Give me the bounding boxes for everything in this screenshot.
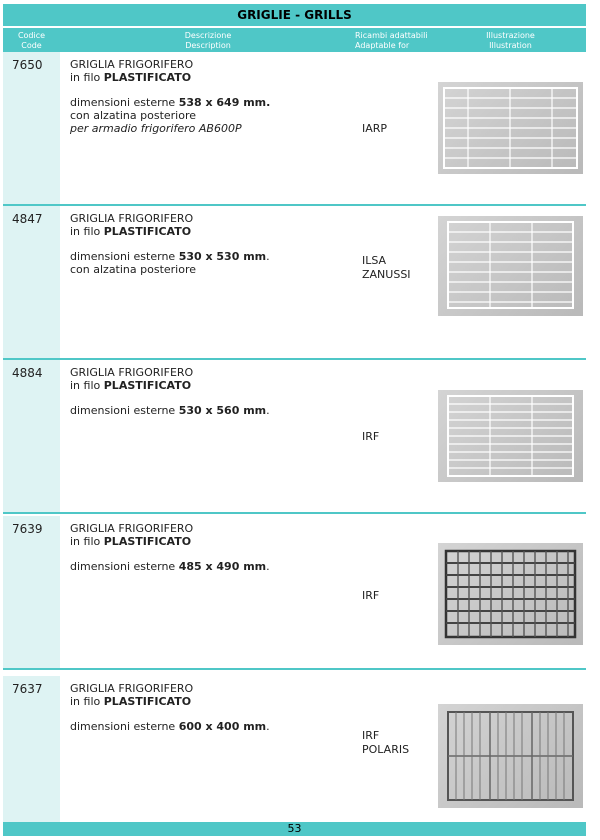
code-column (3, 52, 60, 204)
product-row (3, 52, 586, 206)
white-wire-grill-photo (438, 216, 583, 316)
page-number: 53 (287, 822, 302, 835)
adaptable-brands: ILSA ZANUSSI (362, 254, 411, 281)
product-description: GRIGLIA FRIGORIFERO in filo PLASTIFICATO dimensioni esterne 600 x 400 mm. (70, 682, 270, 733)
product-code: 7650 (12, 58, 43, 72)
product-code: 4884 (12, 366, 43, 380)
product-row (3, 676, 586, 830)
adaptable-brands: IRF POLARIS (362, 729, 410, 756)
product-description: GRIGLIA FRIGORIFERO in filo PLASTIFICATO dimensioni esterne 538 x 649 mm. con alzatina posteriore per armadio frigorifero AB600P (70, 58, 271, 135)
header-illustration: Illustrazione Illustration (486, 31, 535, 50)
code-column (3, 676, 60, 828)
code-column (3, 206, 60, 358)
page-footer (3, 822, 586, 836)
product-description: GRIGLIA FRIGORIFERO in filo PLASTIFICATO dimensioni esterne 530 x 530 mm. con alzatina posteriore (70, 212, 270, 276)
dark-wire-grill-photo (438, 543, 583, 645)
header-adaptable: Ricambi adattabili Adaptable for (355, 31, 428, 50)
adaptable-brands: IRF (362, 430, 380, 443)
column-header-bar (3, 28, 586, 52)
product-code: 7639 (12, 522, 43, 536)
page-title: GRIGLIE - GRILLS (237, 8, 352, 22)
white-wire-grill-photo (438, 82, 583, 174)
product-code: 4847 (12, 212, 43, 226)
grey-wire-grill-photo (438, 704, 583, 808)
header-code: Codice Code (17, 31, 46, 50)
product-description: GRIGLIA FRIGORIFERO in filo PLASTIFICATO dimensioni esterne 485 x 490 mm. (70, 522, 270, 573)
white-wire-grill-photo (438, 390, 583, 482)
product-description: GRIGLIA FRIGORIFERO in filo PLASTIFICATO dimensioni esterne 530 x 560 mm. (70, 366, 270, 417)
code-column (3, 516, 60, 668)
adaptable-brands: IARP (362, 122, 388, 135)
product-code: 7637 (12, 682, 43, 696)
code-column (3, 360, 60, 512)
product-row (3, 206, 586, 360)
product-row (3, 516, 586, 670)
product-row (3, 360, 586, 514)
header-description: Descrizione Description (184, 31, 232, 50)
page-title-bar (3, 4, 586, 26)
adaptable-brands: IRF (362, 589, 380, 602)
